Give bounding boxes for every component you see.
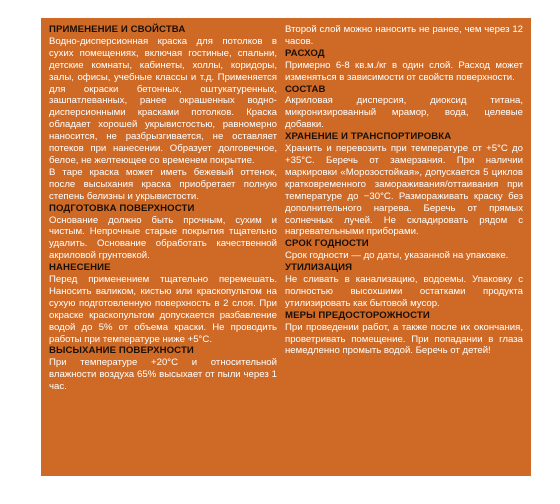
left-column bbox=[49, 24, 277, 393]
heading-precautions: МЕРЫ ПРЕДОСТОРОЖНОСТИ bbox=[285, 309, 430, 321]
heading-application: ПРИМЕНЕНИЕ И СВОЙСТВА bbox=[49, 24, 186, 35]
paragraph-shelf-life: Срок годности — до даты, указанной на упаковке. bbox=[285, 250, 509, 262]
heading-disposal: УТИЛИЗАЦИЯ bbox=[285, 262, 353, 274]
paragraph-drying: При температуре +20°С и относительной влажности воздуха 65% высыхает от пыли через 1 час. bbox=[49, 357, 277, 393]
right-column bbox=[285, 24, 523, 357]
paragraph-container-tint: В таре краска может иметь бежевый оттенок, после высыхания краска приобретает полную степень белизны и укрывистости. bbox=[49, 166, 277, 202]
paragraph-second-coat: Второй слой можно наносить не ранее, чем через 12 часов. bbox=[285, 24, 523, 47]
paragraph-surface-prep: Основание должно быть прочным, сухим и чистым. Непрочные старые покрытия тщательно удалить. Основание обработать качественной акриловой грунтовкой. bbox=[49, 214, 277, 262]
heading-consumption: РАСХОД bbox=[285, 47, 325, 59]
heading-surface-prep: ПОДГОТОВКА ПОВЕРХНОСТИ bbox=[49, 202, 195, 214]
heading-drying: ВЫСЫХАНИЕ ПОВЕРХНОСТИ bbox=[49, 345, 194, 357]
paragraph-precautions: При проведении работ, а также после их окончания, проветривать помещение. При попадании в глаза немедленно промыть водой. Беречь от детей! bbox=[285, 321, 523, 357]
heading-applying: НАНЕСЕНИЕ bbox=[49, 262, 111, 274]
product-info-panel bbox=[41, 18, 531, 476]
heading-storage: ХРАНЕНИЕ И ТРАНСПОРТИРОВКА bbox=[285, 131, 452, 143]
paragraph-application: Водно-дисперсионная краска для потолков в сухих помещениях, включая гостиные, спальни, детские комнаты, кабинеты, холлы, коридоры, залы, офисы, учебные классы и т.д. Применяется для окраски бетонных, оштукатуренных, зашпатлеванных, ранее окрашенных водно-дисперсионными красками потолков. Краска обладает хорошей укрывистостью, равномерно наносится, не разбрызгивается, не оставляет потеков при нанесении. Образует долговечное, белое, не желтеющее со временем покрытие. bbox=[49, 35, 277, 166]
paragraph-disposal: Не сливать в канализацию, водоемы. Упаковку с полностью высохшими остатками продукта утилизировать как бытовой мусор. bbox=[285, 274, 523, 309]
heading-composition: СОСТАВ bbox=[285, 83, 326, 95]
paragraph-storage: Хранить и перевозить при температуре от +5°С до +35°С. Беречь от замерзания. При наличии маркировки «Морозостойкая», допускается 5 циклов кратковременного замораживания/оттаивания при температуре до −30°С. Размораживать краску без дополнительного нагрева. Беречь от прямых солнечных лучей. Не складировать рядом с нагревательными приборами. bbox=[285, 143, 523, 238]
paragraph-composition: Акриловая дисперсия, диоксид титана, микронизированный мрамор, вода, целевые добавки. bbox=[285, 95, 523, 131]
heading-shelf-life: СРОК ГОДНОСТИ bbox=[285, 238, 369, 250]
paragraph-applying: Перед применением тщательно перемешать. Наносить валиком, кистью или краскопультом на сухую подготовленную поверхность в 2 слоя. При окраске краскопультом допускается разбавление водой до 5% от объема краски. Не проводить работы при температуре ниже +5°С. bbox=[49, 274, 277, 345]
paragraph-consumption: Примерно 6-8 кв.м./кг в один слой. Расход может изменяться в зависимости от свойств поверхности. bbox=[285, 59, 523, 83]
